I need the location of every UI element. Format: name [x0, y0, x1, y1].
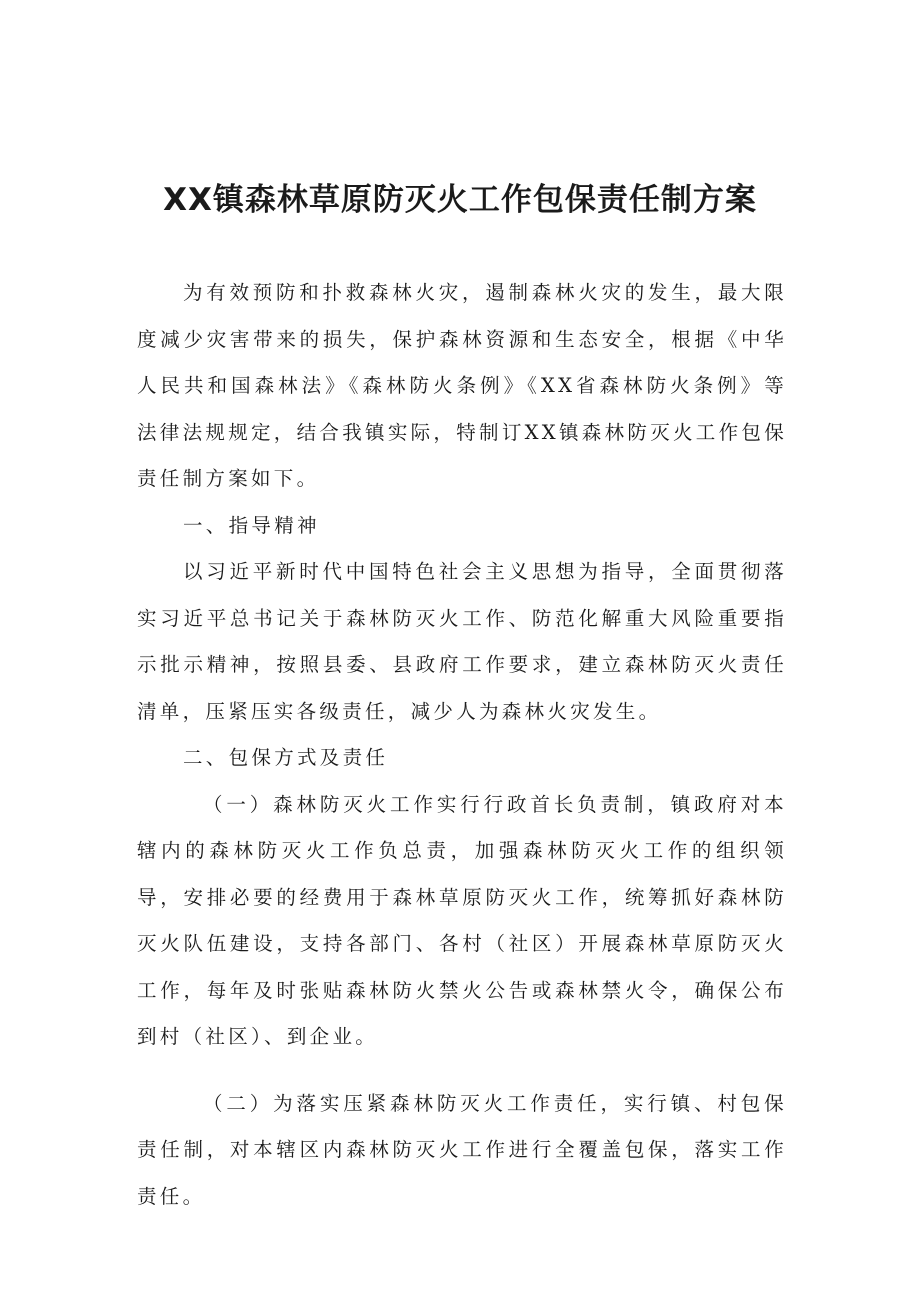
section-1-paragraph: 以习近平新时代中国特色社会主义思想为指导，全面贯彻落实习近平总书记关于森林防灭火工作、防范化解重大风险重要指示批示精神，按照县委、县政府工作要求，建立森林防灭火责任清单，压紧压实各级责任，减少人为森林火灾发生。	[137, 560, 787, 723]
section-1-heading: 一、指导精神	[183, 513, 320, 537]
intro-paragraph: 为有效预防和扑救森林火灾，遏制森林火灾的发生，最大限度减少灾害带来的损失，保护森林资源和生态安全，根据《中华人民共和国森林法》《森林防火条例》《XX省森林防火条例》等法律法规规定，结合我镇实际，特制订XX镇森林防灭火工作包保责任制方案如下。	[137, 281, 787, 490]
document-body	[137, 270, 787, 1220]
document-title: XX镇森林草原防灭火工作包保责任制方案	[163, 182, 757, 218]
section-2-heading: 二、包保方式及责任	[183, 746, 389, 769]
section-2-item-2: （二）为落实压紧森林防灭火工作责任，实行镇、村包保责任制，对本辖区内森林防灭火工作进行全覆盖包保，落实工作责任。	[137, 1091, 787, 1208]
section-2-item-1: （一）森林防灭火工作实行行政首长负责制，镇政府对本辖内的森林防灭火工作负总责，加强森林防灭火工作的组织领导，安排必要的经费用于森林草原防灭火工作，统筹抓好森林防灭火队伍建设，支持各部门、各村（社区）开展森林草原防灭火工作，每年及时张贴森林防火禁火公告或森林禁火令，确保公布到村（社区）、到企业。	[137, 792, 787, 1048]
paragraph-spacer	[137, 1061, 787, 1081]
